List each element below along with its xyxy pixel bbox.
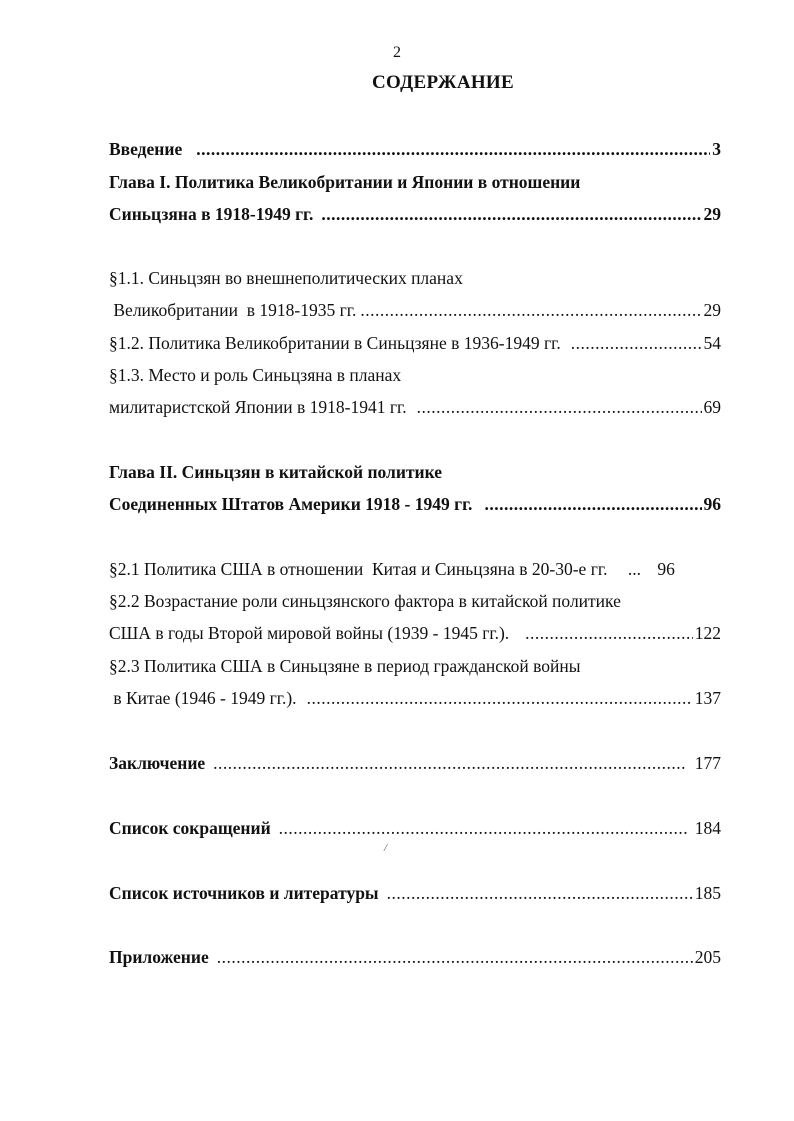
toc-page: 29 [703, 204, 721, 224]
toc-label: в Китае (1946 - 1949 гг.). [109, 688, 297, 708]
toc-label: Заключение [109, 753, 206, 773]
toc-chapter1-title[interactable] [109, 171, 721, 193]
toc-section-2-3-title[interactable] [109, 655, 721, 677]
dot-leader [417, 396, 702, 418]
toc-page: 96 [657, 559, 675, 579]
toc-label: §1.3. Место и роль Синьцзяна в планах [109, 365, 402, 385]
toc-page: 205 [694, 947, 721, 967]
toc-entry-section-1-2[interactable] [109, 332, 721, 354]
toc-label: милитаристской Японии в 1918-1941 гг. [109, 397, 407, 417]
toc-label: Великобритании в 1918-1935 гг. [109, 300, 357, 320]
toc-label: Глава I. Политика Великобритании и Японии в отношении [109, 172, 581, 192]
toc-page: 54 [703, 333, 721, 353]
toc-page: 184 [694, 818, 721, 838]
dot-leader [217, 946, 693, 968]
toc-chapter2-title[interactable] [109, 461, 721, 483]
toc-entry-section-2-1[interactable] [109, 558, 721, 580]
toc-section-1-3-title[interactable] [109, 364, 721, 386]
toc-label: Синьцзяна в 1918-1949 гг. [109, 204, 314, 224]
scan-mark: / [384, 842, 388, 854]
toc-label: §1.1. Синьцзян во внешнеполитических планах [109, 268, 463, 288]
toc-page: 185 [694, 883, 721, 903]
toc-section-2-2-title[interactable] [109, 590, 721, 612]
dot-leader [213, 752, 687, 774]
toc-label: §2.2 Возрастание роли синьцзянского фактора в китайской политике [109, 591, 621, 611]
toc-entry-chapter2[interactable] [109, 493, 721, 515]
toc-label: §2.3 Политика США в Синьцзяне в период гражданской войны [109, 656, 581, 676]
dot-leader [360, 299, 701, 321]
dot-leader [196, 138, 710, 160]
dot-leader [387, 882, 693, 904]
toc-entry-appendix[interactable] [109, 946, 721, 968]
toc-label: §1.2. Политика Великобритании в Синьцзяне в 1936-1949 гг. [109, 333, 561, 353]
toc-page: 3 [712, 139, 721, 159]
toc-page: 177 [694, 753, 721, 773]
dot-leader [279, 817, 687, 839]
toc-label: Введение [109, 139, 183, 159]
toc-page: 137 [694, 688, 721, 708]
dot-leader [307, 687, 693, 709]
toc-label: Приложение [109, 947, 209, 967]
toc-page: 122 [694, 623, 721, 643]
page-title: СОДЕРЖАНИЕ [372, 72, 514, 93]
dot-leader [484, 493, 701, 515]
dot-leader [571, 332, 702, 354]
dot-leader [525, 622, 693, 644]
toc-entry-conclusion[interactable] [109, 752, 721, 774]
toc-label: Соединенных Штатов Америки 1918 - 1949 гг. [109, 494, 473, 514]
toc-entry-section-2-2[interactable] [109, 622, 721, 644]
toc-entry-sources[interactable] [109, 882, 721, 904]
toc-label: Глава II. Синьцзян в китайской политике [109, 462, 443, 482]
toc-page: 29 [703, 300, 721, 320]
toc-page: 69 [703, 397, 721, 417]
toc-section-1-1-title[interactable] [109, 267, 721, 289]
toc-entry-section-1-1[interactable] [109, 299, 721, 321]
page-number: 2 [393, 44, 401, 61]
toc-entry-section-2-3[interactable] [109, 687, 721, 709]
toc-label: США в годы Второй мировой войны (1939 - 1945 гг.). [109, 623, 510, 643]
toc-label: Список сокращений [109, 818, 271, 838]
toc-entry-chapter1[interactable] [109, 203, 721, 225]
toc-label: Список источников и литературы [109, 883, 379, 903]
toc-page: 96 [703, 494, 721, 514]
toc-entry-abbreviations[interactable] [109, 817, 721, 839]
dot-leader [321, 203, 701, 225]
dot-leader: ... [627, 559, 641, 579]
toc-entry-introduction[interactable] [109, 138, 721, 160]
toc-label: §2.1 Политика США в отношении Китая и Синьцзяна в 20-30-е гг. [109, 559, 608, 579]
toc-entry-section-1-3[interactable] [109, 396, 721, 418]
